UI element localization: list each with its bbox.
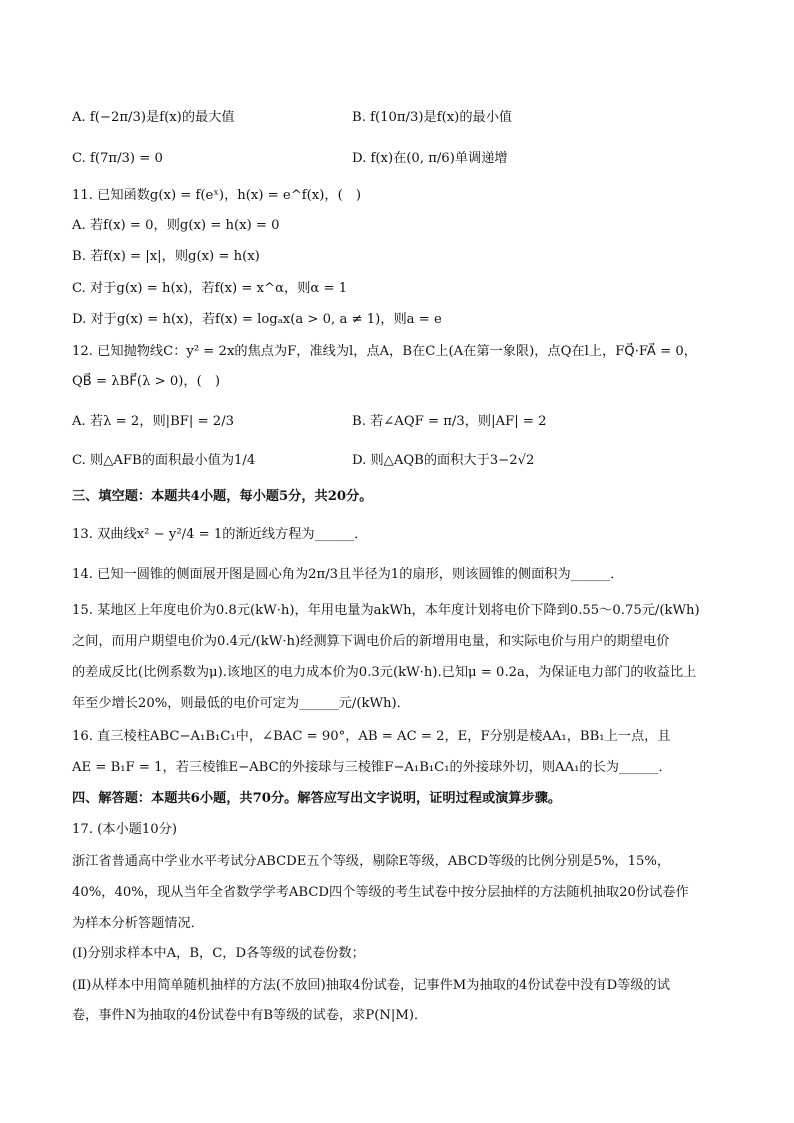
- q10-option-a: A. f(−2π/3)是f(x)的最大值: [72, 110, 235, 125]
- q11-option-a: A. 若f(x) = 0，则g(x) = h(x) = 0: [72, 218, 280, 233]
- q11-stem: 11. 已知函数g(x) = f(eˣ)，h(x) = e^f(x)，( ): [72, 188, 362, 203]
- q15-line4: 年至少增长20%，则最低的电价可定为______元/(kWh)．: [72, 696, 410, 711]
- q17-line2: 40%，40%，现从当年全省数学学考ABCD四个等级的考生试卷中按分层抽样的方法随机抽取20份试卷作: [72, 885, 689, 900]
- q10-option-b: B. f(10π/3)是f(x)的最小值: [352, 110, 513, 125]
- q11-option-b: B. 若f(x) = |x|，则g(x) = h(x): [72, 249, 260, 264]
- section-solution-header: 四、解答题：本题共6小题，共70分。解答应写出文字说明，证明过程或演算步骤。: [72, 791, 562, 806]
- q10-option-c: C. f(7π/3) = 0: [72, 151, 163, 166]
- q11-option-c: C. 对于g(x) = h(x)，若f(x) = x^α，则α = 1: [72, 281, 348, 296]
- q12-stem-line2: QB⃗ = λBF⃗(λ > 0)，( ): [72, 374, 221, 389]
- q11-option-d: D. 对于g(x) = h(x)，若f(x) = logₐx(a > 0, a ≠ 1)，则a = e: [72, 312, 442, 327]
- q15-line1: 15. 某地区上年度电价为0.8元(kW·h)，年用电量为akWh，本年度计划将电价下降到0.55～0.75元/(kWh): [72, 603, 700, 618]
- q10-option-d: D. f(x)在(0, π/6)单调递增: [352, 151, 508, 166]
- q17-line1: 浙江省普通高中学业水平考试分ABCDE五个等级，剔除E等级，ABCD等级的比例分别是5%，15%，: [72, 854, 671, 869]
- q16-line1: 16. 直三棱柱ABC−A₁B₁C₁中，∠BAC = 90°，AB = AC = 2，E，F分别是棱AA₁，BB₁上一点，且: [72, 729, 671, 744]
- q15-line2: 之间，而用户期望电价为0.4元/(kW·h)经测算下调电价后的新增用电量，和实际电价与用户的期望电价: [72, 634, 670, 649]
- q12-option-c: C. 则△AFB的面积最小值为1/4: [72, 453, 256, 468]
- q17-part1: (Ⅰ)分别求样本中A，B，C，D各等级的试卷份数；: [72, 946, 365, 961]
- q12-option-a: A. 若λ = 2，则|BF| = 2/3: [72, 414, 235, 429]
- q12-stem-line1: 12. 已知抛物线C：y² = 2x的焦点为F，准线为l，点A，B在C上(A在第一象限)，点Q在l上，FQ⃗·FA⃗ = 0，: [72, 344, 697, 359]
- q13: 13. 双曲线x² − y²/4 = 1的渐近线方程为______．: [72, 527, 368, 542]
- q16-line2: AE = B₁F = 1，若三棱锥E−ABC的外接球与三棱锥F−A₁B₁C₁的外接球外切，则AA₁的长为______．: [72, 760, 672, 775]
- q17-heading: 17. (本小题10分): [72, 822, 177, 837]
- q14: 14. 已知一圆锥的侧面展开图是圆心角为2π/3且半径为1的扇形，则该圆锥的侧面积为______．: [72, 567, 624, 582]
- q17-part2-line2: 卷，事件N为抽取的4份试卷中有B等级的试卷，求P(N|M)．: [72, 1008, 428, 1023]
- q12-option-b: B. 若∠AQF = π/3，则|AF| = 2: [352, 414, 547, 429]
- q17-line3: 为样本分析答题情况．: [72, 916, 204, 931]
- q15-line3: 的差成反比(比例系数为μ).该地区的电力成本价为0.3元(kW·h).已知μ = 0.2a，为保证电力部门的收益比上: [72, 665, 697, 680]
- q12-option-d: D. 则△AQB的面积大于3−2√2: [352, 453, 535, 468]
- section-fill-in-header: 三、填空题：本题共4小题，每小题5分，共20分。: [72, 489, 373, 504]
- q17-part2-line1: (Ⅱ)从样本中用简单随机抽样的方法(不放回)抽取4份试卷，记事件M为抽取的4份试卷中没有D等级的试: [72, 978, 670, 993]
